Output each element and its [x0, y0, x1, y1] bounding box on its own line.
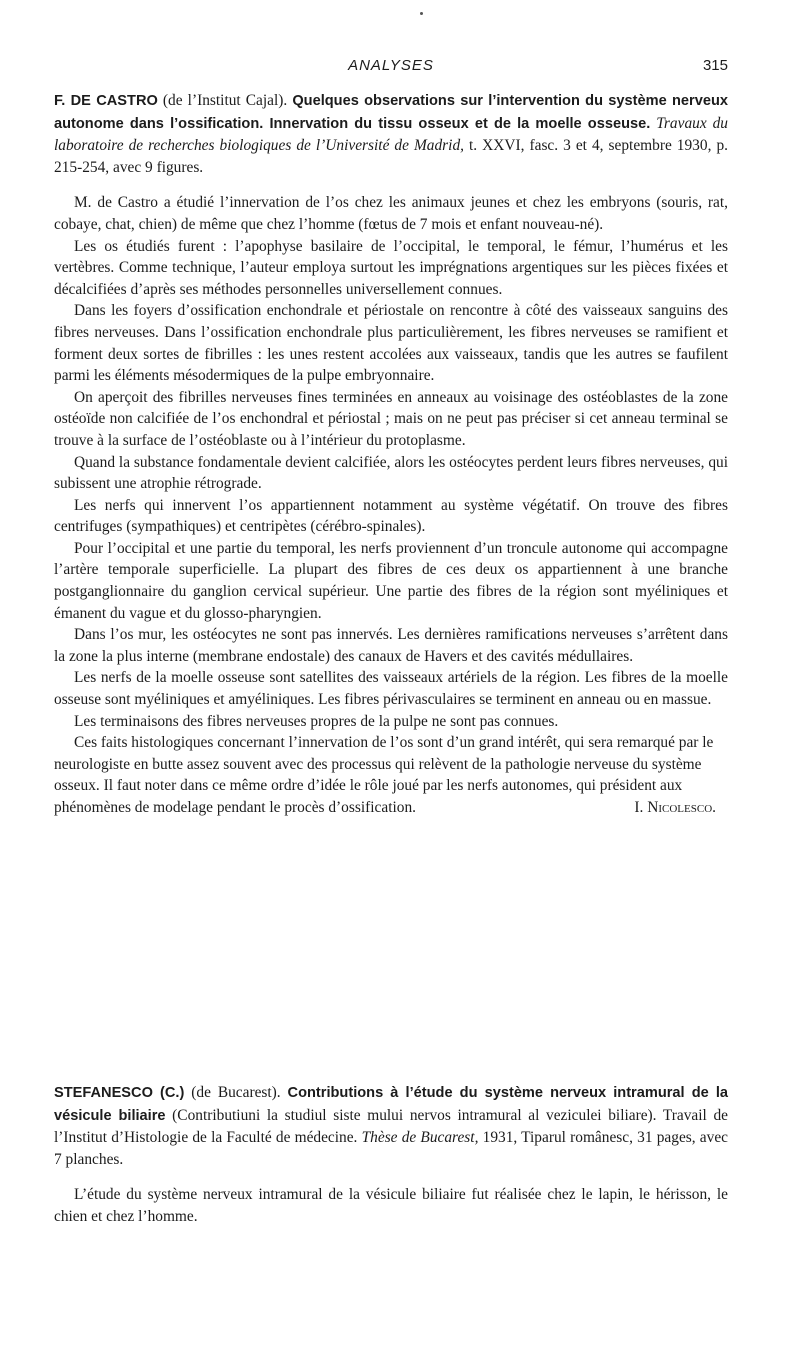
- running-header: [54, 55, 728, 77]
- review-affiliation: (de Bucarest).: [184, 1084, 288, 1101]
- review-details: (Contributiuni la studiul siste mului nervos intramural al veziculei biliare). Travail de l’Institut d’Histologie de la Faculté de médecine.: [54, 1106, 728, 1147]
- review-source: Travaux du laboratoire de recherches biologiques de l’Université de Madrid,: [54, 114, 728, 155]
- review-stefanesco: [54, 1082, 728, 1228]
- running-title: ANALYSES: [348, 57, 434, 74]
- paragraph: Les os étudiés furent : l’apophyse basilaire de l’occipital, le temporal, le fémur, l’humérus et les vertèbres. Comme technique, l’auteur employa surtout les imprégnations argentiques sur les pièces fixées et décalcifiées d’après ses méthodes personnelles universellement connues.: [54, 237, 728, 298]
- review-source: Thèse de Bucarest,: [357, 1129, 479, 1147]
- review-details-2: 1931, Tiparul românesc, 31 pages, avec 7 planches.: [54, 1129, 728, 1168]
- speck-mark: [420, 12, 423, 15]
- review-citation: [54, 1082, 728, 1170]
- review-signature: I. Nicolesco.: [634, 799, 716, 816]
- review-citation: [54, 90, 728, 178]
- page-number: 315: [702, 57, 728, 74]
- paragraph: M. de Castro a étudié l’innervation de l’os chez les animaux jeunes et chez les embryons (souris, rat, cobaye, chat, chien) de même que chez l’homme (fœtus de 7 mois et enfant nouveau-né).: [54, 194, 728, 233]
- paragraph: On aperçoit des fibrilles nerveuses fines terminées en anneaux au voisinage des ostéoblastes de la zone ostéoïde non calcifiée de l’os enchondral et périostal ; mais on ne peut pas préciser si cet anneau terminal se trouve à la surface de l’ostéoblaste ou à l’intérieur du protoplasme.: [54, 388, 728, 449]
- paragraph: Ces faits histologiques concernant l’innervation de l’os sont d’un grand intérêt, qui sera remarqué par le neurologiste en butte assez souvent avec des processus qui relèvent de la pathologie nerveuse du système osseux. Il faut noter dans ce même ordre d’idée le rôle joué par les nerfs autonomes, qui président aux phénomènes de modelage pendant le procès d’ossification.: [54, 734, 714, 816]
- paragraph: Les terminaisons des fibres nerveuses propres de la pulpe ne sont pas connues.: [74, 712, 559, 730]
- paragraph: Dans l’os mur, les ostéocytes ne sont pas innervés. Les dernières ramifications nerveuses s’arrêtent dans la zone la plus interne (membrane endostale) des canaux de Havers et des cavités médullaires.: [54, 626, 728, 665]
- paragraph: Quand la substance fondamentale devient calcifiée, alors les ostéocytes perdent leurs fibres nerveuses, qui subissent une atrophie rétrograde.: [54, 453, 728, 493]
- review-title: Contributions à l’étude du système nerveux intramural de la vésicule biliaire: [54, 1085, 729, 1124]
- review-de-castro: [54, 90, 728, 819]
- paragraph: Les nerfs qui innervent l’os appartiennent notamment au système végétatif. On trouve des fibres centrifuges (sympathiques) et centripètes (cérébro-spinales).: [54, 496, 728, 536]
- review-author: STEFANESCO (C.): [54, 1085, 185, 1101]
- paragraph: Pour l’occipital et une partie du temporal, les nerfs proviennent d’un troncule autonome qui accompagne l’artère temporale superficielle. La plupart des fibres de ces deux os appartiennent à une branche postganglionnaire du ganglion cervical supérieur. Une partie des fibres de la région sont myéliniques et émanent du vague et du glosso-pharyngien.: [54, 539, 728, 622]
- review-author: F. DE CASTRO: [54, 93, 158, 109]
- review-affiliation: (de l’Institut Cajal).: [157, 92, 293, 109]
- paragraph: Les nerfs de la moelle osseuse sont satellites des vaisseaux artériels de la région. Les fibres de la moelle osseuse sont myéliniques et amyéliniques. Les fibres périvasculaires se terminent en anneau ou en massue.: [54, 669, 728, 709]
- paragraph: L’étude du système nerveux intramural de la vésicule biliaire fut réalisée chez le lapin, le hérisson, le chien et chez l’homme.: [54, 1186, 728, 1225]
- paragraph: Dans les foyers d’ossification enchondrale et périostale on rencontre à côté des vaisseaux sanguins des fibres nerveuses. Dans l’ossification enchondrale plus particulièrement, les fibres nerveuses se ramifient et forment deux sortes de fibrilles : les unes restent accolées aux vaisseaux, tandis que les autres se faufilent parmi les éléments mésodermiques de la pulpe embryonnaire.: [54, 302, 728, 385]
- review-details: t. XXVI, fasc. 3 et 4, septembre 1930, p. 215-254, avec 9 figures.: [54, 137, 728, 176]
- review-title: Quelques observations sur l’intervention du système nerveux autonome dans l’ossification. Innervation du tissu osseux et de la moelle osseuse.: [54, 93, 728, 132]
